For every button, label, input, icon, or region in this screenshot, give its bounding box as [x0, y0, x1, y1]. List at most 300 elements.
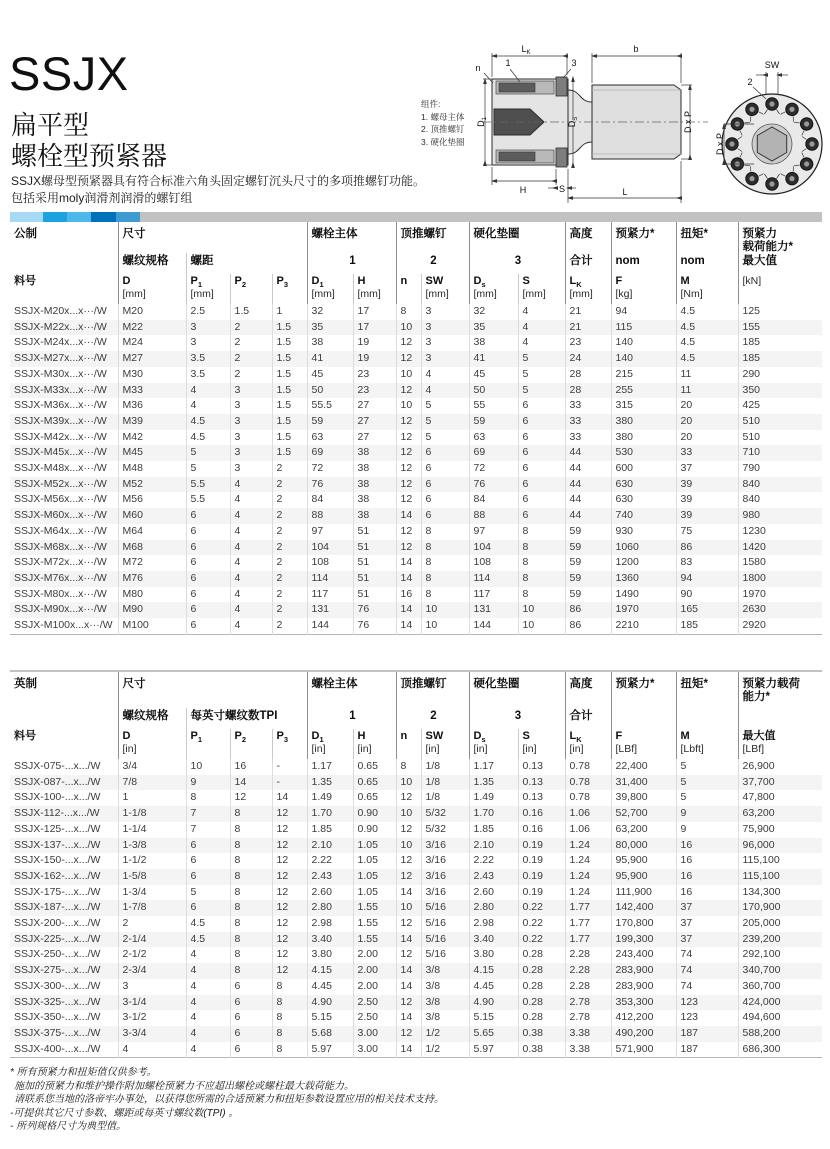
- table-cell: 8: [186, 790, 230, 806]
- table-cell: 2.00: [353, 963, 396, 979]
- table-cell: 63,200: [738, 806, 822, 822]
- metric-table-body: [10, 304, 822, 634]
- table-cell: 33: [676, 445, 738, 461]
- table-cell: 4: [186, 398, 230, 414]
- table-cell: 108: [469, 555, 518, 571]
- table-row: [10, 838, 822, 854]
- table-row: [10, 383, 822, 399]
- table-cell: 4.5: [676, 335, 738, 351]
- table-cell: 5/16: [421, 916, 469, 932]
- table-cell: 12: [396, 335, 421, 351]
- table-cell: 10: [186, 759, 230, 775]
- table-cell: 5: [186, 445, 230, 461]
- table-cell: 9: [186, 775, 230, 791]
- group-bolt-body: 螺栓主体: [307, 222, 396, 253]
- table-cell: 35: [307, 320, 353, 336]
- column-header: S [in]: [518, 729, 565, 759]
- unit-system-label: 公制: [14, 228, 37, 240]
- table-cell: 292,100: [738, 947, 822, 963]
- table-cell: 1.05: [353, 838, 396, 854]
- column-header: n: [396, 274, 421, 304]
- table-cell: 4: [230, 492, 272, 508]
- table-cell: 14: [396, 602, 421, 618]
- table-cell: 0.65: [353, 759, 396, 775]
- table-cell: 117: [307, 587, 353, 603]
- table-cell: 1.70: [469, 806, 518, 822]
- table-cell: 710: [738, 445, 822, 461]
- table-cell: 59: [565, 540, 611, 556]
- column-header: D [mm]: [118, 274, 186, 304]
- table-cell: 12: [396, 995, 421, 1011]
- table-cell: 12: [396, 1026, 421, 1042]
- table-cell: 187: [676, 1042, 738, 1058]
- table-cell: 2: [230, 320, 272, 336]
- table-cell: 185: [738, 335, 822, 351]
- table-cell: M52: [118, 477, 186, 493]
- table-cell: 2: [272, 602, 307, 618]
- footnote-line: * 所有预紧力和扭矩值仅供参考。: [10, 1067, 157, 1078]
- table-row: [10, 885, 822, 901]
- table-cell: 1.24: [565, 869, 611, 885]
- table-cell: 16: [230, 759, 272, 775]
- table-cell: 3: [230, 383, 272, 399]
- column-header: $D_1$ [mm]: [307, 274, 353, 304]
- table-cell: 0.16: [518, 822, 565, 838]
- table-cell: 95,900: [611, 853, 676, 869]
- column-header: $L_K$ [in]: [565, 729, 611, 759]
- group-bolt-body: 螺栓主体: [307, 671, 396, 708]
- table-cell: 55: [469, 398, 518, 414]
- column-header-row: [10, 274, 822, 304]
- table-cell: 8: [518, 555, 565, 571]
- table-row: [10, 320, 822, 336]
- table-cell: 4.5: [186, 932, 230, 948]
- table-cell: 0.78: [565, 775, 611, 791]
- group-header-row: [10, 671, 822, 708]
- table-cell: 3: [118, 979, 186, 995]
- table-cell: 6: [518, 430, 565, 446]
- table-cell: 1.35: [307, 775, 353, 791]
- table-cell: 8: [396, 304, 421, 320]
- table-cell: 1970: [611, 602, 676, 618]
- table-cell: 2.10: [307, 838, 353, 854]
- table-cell: 2: [272, 571, 307, 587]
- part-number-cell: SSJX-325-...x.../W: [14, 995, 101, 1008]
- sub-nom: nom: [676, 253, 738, 274]
- table-cell: 90: [676, 587, 738, 603]
- table-cell: 3/16: [421, 885, 469, 901]
- table-cell: M45: [118, 445, 186, 461]
- table-cell: 5.15: [307, 1010, 353, 1026]
- table-cell: 7: [186, 822, 230, 838]
- table-cell: 8: [518, 587, 565, 603]
- table-row: [10, 1042, 822, 1058]
- table-cell: 1/8: [421, 790, 469, 806]
- sub-item-1: 1: [307, 708, 396, 729]
- table-cell: 1.49: [307, 790, 353, 806]
- table-cell: M80: [118, 587, 186, 603]
- table-cell: 12: [272, 916, 307, 932]
- table-cell: 8: [421, 587, 469, 603]
- table-cell: 6: [186, 587, 230, 603]
- table-cell: 6: [186, 602, 230, 618]
- table-cell: 131: [307, 602, 353, 618]
- table-row: [10, 963, 822, 979]
- table-cell: 1-1/8: [118, 806, 186, 822]
- table-cell: 1.85: [307, 822, 353, 838]
- table-row: [10, 351, 822, 367]
- metric-table-section: [10, 212, 822, 635]
- table-cell: 12: [272, 869, 307, 885]
- group-washer: 硬化垫圈: [469, 222, 565, 253]
- table-cell: 4: [186, 947, 230, 963]
- table-cell: 6: [421, 445, 469, 461]
- dim-n: n: [475, 63, 481, 73]
- table-cell: 1.06: [565, 806, 611, 822]
- table-cell: 1/8: [421, 775, 469, 791]
- table-cell: 3/16: [421, 869, 469, 885]
- table-cell: 2.5: [186, 304, 230, 320]
- table-cell: 6: [186, 869, 230, 885]
- table-cell: 5: [676, 775, 738, 791]
- table-cell: 72: [469, 461, 518, 477]
- table-row: [10, 540, 822, 556]
- sub-max: 最大值: [738, 253, 822, 274]
- table-cell: 5.97: [307, 1042, 353, 1058]
- table-cell: 39: [676, 492, 738, 508]
- table-cell: 5/16: [421, 932, 469, 948]
- table-row: [10, 587, 822, 603]
- table-cell: 27: [353, 430, 396, 446]
- table-cell: 255: [611, 383, 676, 399]
- table-cell: 19: [353, 335, 396, 351]
- table-cell: 12: [230, 790, 272, 806]
- table-cell: 76: [307, 477, 353, 493]
- table-cell: 3/16: [421, 838, 469, 854]
- table-cell: 12: [396, 822, 421, 838]
- table-cell: 510: [738, 414, 822, 430]
- table-cell: 44: [565, 508, 611, 524]
- table-cell: 94: [611, 304, 676, 320]
- table-cell: 1-3/8: [118, 838, 186, 854]
- table-cell: 14: [272, 790, 307, 806]
- sub-header-row: [10, 253, 822, 274]
- table-cell: 5: [518, 383, 565, 399]
- table-cell: 3.5: [186, 367, 230, 383]
- part-number-cell: SSJX-M45x...x···/W: [14, 446, 107, 459]
- table-cell: 8: [230, 822, 272, 838]
- table-cell: 6: [186, 524, 230, 540]
- table-cell: 686,300: [738, 1042, 822, 1058]
- table-cell: 140: [611, 335, 676, 351]
- table-row: [10, 414, 822, 430]
- imperial-table-body: [10, 759, 822, 1058]
- table-cell: 3: [186, 335, 230, 351]
- table-cell: 2.10: [469, 838, 518, 854]
- part-number-cell: SSJX-M100x...x···/W: [14, 619, 113, 632]
- group-height: 高度: [565, 671, 611, 708]
- table-cell: 10: [396, 900, 421, 916]
- table-cell: 0.38: [518, 1026, 565, 1042]
- table-cell: 55.5: [307, 398, 353, 414]
- part-number-cell: SSJX-M56x...x···/W: [14, 493, 107, 506]
- sub-total: 合计: [565, 708, 611, 729]
- brand-bar-segment: [116, 212, 140, 222]
- sub-max: [738, 708, 822, 729]
- table-cell: 8: [272, 995, 307, 1011]
- table-cell: 50: [307, 383, 353, 399]
- part-number-cell: SSJX-375-...x.../W: [14, 1026, 101, 1039]
- table-cell: 10: [396, 320, 421, 336]
- table-row: [10, 398, 822, 414]
- table-cell: M68: [118, 540, 186, 556]
- table-cell: 38: [307, 335, 353, 351]
- table-cell: 63: [307, 430, 353, 446]
- table-cell: 11: [676, 383, 738, 399]
- table-cell: 4: [230, 618, 272, 634]
- table-cell: 2: [272, 477, 307, 493]
- table-cell: 117: [469, 587, 518, 603]
- table-cell: 6: [186, 508, 230, 524]
- table-cell: 12: [272, 853, 307, 869]
- table-cell: 8: [230, 869, 272, 885]
- table-cell: 12: [396, 524, 421, 540]
- table-cell: 10: [518, 602, 565, 618]
- table-cell: -: [272, 759, 307, 775]
- table-cell: 840: [738, 477, 822, 493]
- group-preload: 预紧力*: [611, 222, 676, 253]
- table-cell: 3.80: [307, 947, 353, 963]
- table-cell: 8: [518, 540, 565, 556]
- table-cell: 14: [230, 775, 272, 791]
- callout-2: 2: [747, 77, 753, 87]
- table-cell: 0.78: [565, 790, 611, 806]
- table-cell: 6: [230, 1042, 272, 1058]
- table-cell: 6: [518, 398, 565, 414]
- part-number-cell: SSJX-M80x...x···/W: [14, 587, 107, 600]
- table-cell: 14: [396, 1042, 421, 1058]
- table-cell: 2.50: [353, 1010, 396, 1026]
- table-cell: 86: [565, 618, 611, 634]
- table-cell: 59: [565, 555, 611, 571]
- table-cell: M76: [118, 571, 186, 587]
- table-row: [10, 775, 822, 791]
- table-cell: 63: [469, 430, 518, 446]
- table-cell: 4: [186, 1010, 230, 1026]
- part-number-cell: SSJX-125-...x.../W: [14, 822, 101, 835]
- table-cell: 6: [518, 477, 565, 493]
- table-cell: 2-3/4: [118, 963, 186, 979]
- table-cell: 4: [230, 524, 272, 540]
- table-cell: 2.60: [469, 885, 518, 901]
- table-row: [10, 790, 822, 806]
- sub-item-2: 2: [396, 708, 469, 729]
- column-header: $P_1$: [186, 729, 230, 759]
- table-cell: 12: [396, 477, 421, 493]
- footnote-line: -可提供其它尺寸参数、螺距或每英寸螺纹数(TPI) 。: [10, 1107, 239, 1119]
- table-cell: 6: [186, 853, 230, 869]
- sub-total: 合计: [565, 253, 611, 274]
- table-cell: 10: [396, 398, 421, 414]
- table-cell: 1.77: [565, 916, 611, 932]
- part-number-cell: SSJX-150-...x.../W: [14, 854, 101, 867]
- table-cell: 12: [272, 838, 307, 854]
- table-cell: 1-3/4: [118, 885, 186, 901]
- table-cell: 3: [230, 414, 272, 430]
- table-cell: 80,000: [611, 838, 676, 854]
- table-cell: 4.5: [186, 414, 230, 430]
- table-cell: 2: [230, 351, 272, 367]
- table-cell: 23: [353, 367, 396, 383]
- jackbolt-bottom: [499, 152, 535, 161]
- table-cell: 1.5: [272, 383, 307, 399]
- part-number-cell: SSJX-M42x...x···/W: [14, 430, 107, 443]
- table-cell: 6: [421, 492, 469, 508]
- component-legend: [421, 98, 464, 148]
- blank-cell: [10, 253, 118, 274]
- table-cell: 6: [518, 461, 565, 477]
- table-row: [10, 430, 822, 446]
- unit-system-label: 英制: [14, 678, 37, 690]
- sub-nom: [611, 708, 676, 729]
- table-row: [10, 602, 822, 618]
- table-cell: 3/16: [421, 853, 469, 869]
- table-cell: 5: [518, 351, 565, 367]
- table-cell: 239,200: [738, 932, 822, 948]
- table-cell: 10: [421, 602, 469, 618]
- table-cell: 50: [469, 383, 518, 399]
- table-cell: 290: [738, 367, 822, 383]
- table-row: [10, 461, 822, 477]
- table-cell: 24: [565, 351, 611, 367]
- table-cell: 630: [611, 477, 676, 493]
- table-cell: 4.15: [469, 963, 518, 979]
- table-cell: 95,900: [611, 869, 676, 885]
- table-cell: 140: [611, 351, 676, 367]
- table-cell: 8: [230, 900, 272, 916]
- table-cell: 10: [396, 367, 421, 383]
- table-cell: M90: [118, 602, 186, 618]
- table-cell: 3: [421, 335, 469, 351]
- group-height: 高度: [565, 222, 611, 253]
- table-cell: 4: [186, 1042, 230, 1058]
- dim-dxp: D x P: [715, 132, 725, 156]
- table-cell: 3-1/2: [118, 1010, 186, 1026]
- group-size: 尺寸: [118, 671, 307, 708]
- table-cell: 5.5: [186, 492, 230, 508]
- table-cell: 1.05: [353, 885, 396, 901]
- part-number-cell: SSJX-087-...x.../W: [14, 775, 101, 788]
- table-cell: 510: [738, 430, 822, 446]
- table-cell: 1200: [611, 555, 676, 571]
- table-cell: 72: [307, 461, 353, 477]
- table-cell: 980: [738, 508, 822, 524]
- table-row: [10, 618, 822, 634]
- table-cell: 630: [611, 492, 676, 508]
- table-cell: 4: [518, 335, 565, 351]
- sub-thread-spec: 螺纹规格: [118, 253, 186, 274]
- table-row: [10, 492, 822, 508]
- table-cell: 12: [396, 790, 421, 806]
- table-cell: 165: [676, 602, 738, 618]
- table-cell: 0.28: [518, 1010, 565, 1026]
- table-cell: 3: [230, 461, 272, 477]
- table-cell: 16: [396, 587, 421, 603]
- table-cell: M100: [118, 618, 186, 634]
- table-cell: 6: [421, 477, 469, 493]
- table-cell: 16: [676, 853, 738, 869]
- table-row: [10, 979, 822, 995]
- table-cell: 6: [421, 461, 469, 477]
- table-cell: 115,100: [738, 853, 822, 869]
- table-cell: 16: [676, 838, 738, 854]
- table-cell: 8: [230, 885, 272, 901]
- table-cell: 37,700: [738, 775, 822, 791]
- table-row: [10, 445, 822, 461]
- table-cell: 1970: [738, 587, 822, 603]
- table-cell: 14: [396, 508, 421, 524]
- table-cell: 170,800: [611, 916, 676, 932]
- table-cell: 8: [230, 963, 272, 979]
- table-cell: 27: [353, 398, 396, 414]
- table-cell: 44: [565, 477, 611, 493]
- table-cell: 22,400: [611, 759, 676, 775]
- table-cell: 2: [272, 508, 307, 524]
- table-cell: 125: [738, 304, 822, 320]
- column-header: 料号: [14, 275, 36, 287]
- table-cell: 1-1/4: [118, 822, 186, 838]
- group-header-row: [10, 222, 822, 253]
- table-cell: 6: [421, 508, 469, 524]
- table-cell: 12: [272, 963, 307, 979]
- table-row: [10, 304, 822, 320]
- table-cell: 12: [396, 461, 421, 477]
- table-cell: 51: [353, 555, 396, 571]
- table-cell: 0.13: [518, 759, 565, 775]
- table-cell: 380: [611, 414, 676, 430]
- table-cell: 1.5: [272, 320, 307, 336]
- part-number-cell: SSJX-M68x...x···/W: [14, 540, 107, 553]
- table-cell: 38: [353, 477, 396, 493]
- table-cell: 1/2: [421, 1026, 469, 1042]
- table-cell: 3.38: [565, 1026, 611, 1042]
- table-cell: 59: [565, 571, 611, 587]
- table-cell: 1490: [611, 587, 676, 603]
- table-cell: 6: [186, 555, 230, 571]
- table-cell: 4: [186, 1026, 230, 1042]
- group-washer: 硬化垫圈: [469, 671, 565, 708]
- table-cell: 3: [230, 430, 272, 446]
- table-cell: 38: [353, 461, 396, 477]
- table-cell: 0.16: [518, 806, 565, 822]
- table-cell: 1.24: [565, 885, 611, 901]
- table-cell: 2.28: [565, 979, 611, 995]
- table-cell: 0.65: [353, 790, 396, 806]
- table-cell: 11: [676, 367, 738, 383]
- table-cell: 3-1/4: [118, 995, 186, 1011]
- table-row: [10, 759, 822, 775]
- table-cell: 41: [307, 351, 353, 367]
- table-cell: 1/2: [421, 1042, 469, 1058]
- part-number-cell: SSJX-M52x...x···/W: [14, 477, 107, 490]
- table-cell: 0.38: [518, 1042, 565, 1058]
- table-cell: 86: [676, 540, 738, 556]
- group-torque: 扭矩*: [676, 671, 738, 708]
- table-cell: 6: [230, 979, 272, 995]
- table-cell: 1.55: [353, 900, 396, 916]
- table-cell: 76: [469, 477, 518, 493]
- table-cell: 3: [230, 445, 272, 461]
